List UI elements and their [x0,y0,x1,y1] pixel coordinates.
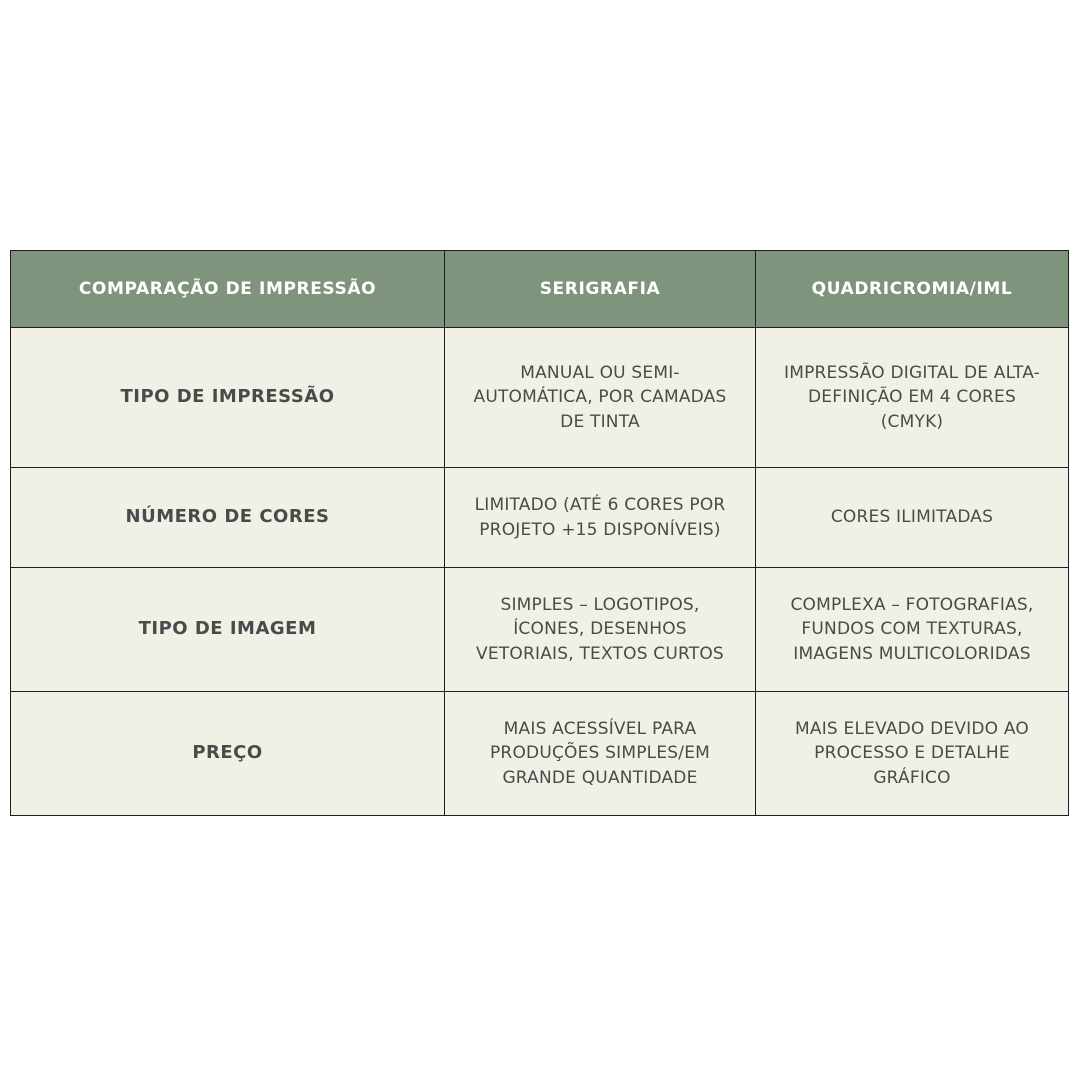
header-quadricromia: QUADRICROMIA/IML [756,251,1069,328]
row-label-preco: PREÇO [11,692,445,816]
row-label-numero-cores: NÚMERO DE CORES [11,468,445,568]
cell-serigrafia: MANUAL OU SEMI-AUTOMÁTICA, POR CAMADAS DE TINTA [445,328,756,468]
table-row [11,328,1069,468]
table-row [11,568,1069,692]
header-comparison: COMPARAÇÃO DE IMPRESSÃO [11,251,445,328]
header-serigrafia: SERIGRAFIA [445,251,756,328]
cell-serigrafia: MAIS ACESSÍVEL PARA PRODUÇÕES SIMPLES/EM GRANDE QUANTIDADE [445,692,756,816]
cell-serigrafia: LIMITADO (ATÉ 6 CORES POR PROJETO +15 DISPONÍVEIS) [445,468,756,568]
cell-serigrafia: SIMPLES – LOGOTIPOS, ÍCONES, DESENHOS VETORIAIS, TEXTOS CURTOS [445,568,756,692]
row-label-tipo-impressao: TIPO DE IMPRESSÃO [11,328,445,468]
table-body [11,328,1069,816]
table-header [11,251,1069,328]
comparison-table [10,250,1069,816]
cell-quadricromia: MAIS ELEVADO DEVIDO AO PROCESSO E DETALHE GRÁFICO [756,692,1069,816]
row-label-tipo-imagem: TIPO DE IMAGEM [11,568,445,692]
header-row [11,251,1069,328]
table-row [11,692,1069,816]
table-row [11,468,1069,568]
cell-quadricromia: CORES ILIMITADAS [756,468,1069,568]
cell-quadricromia: COMPLEXA – FOTOGRAFIAS, FUNDOS COM TEXTURAS, IMAGENS MULTICOLORIDAS [756,568,1069,692]
cell-quadricromia: IMPRESSÃO DIGITAL DE ALTA-DEFINIÇÃO EM 4 CORES (CMYK) [756,328,1069,468]
